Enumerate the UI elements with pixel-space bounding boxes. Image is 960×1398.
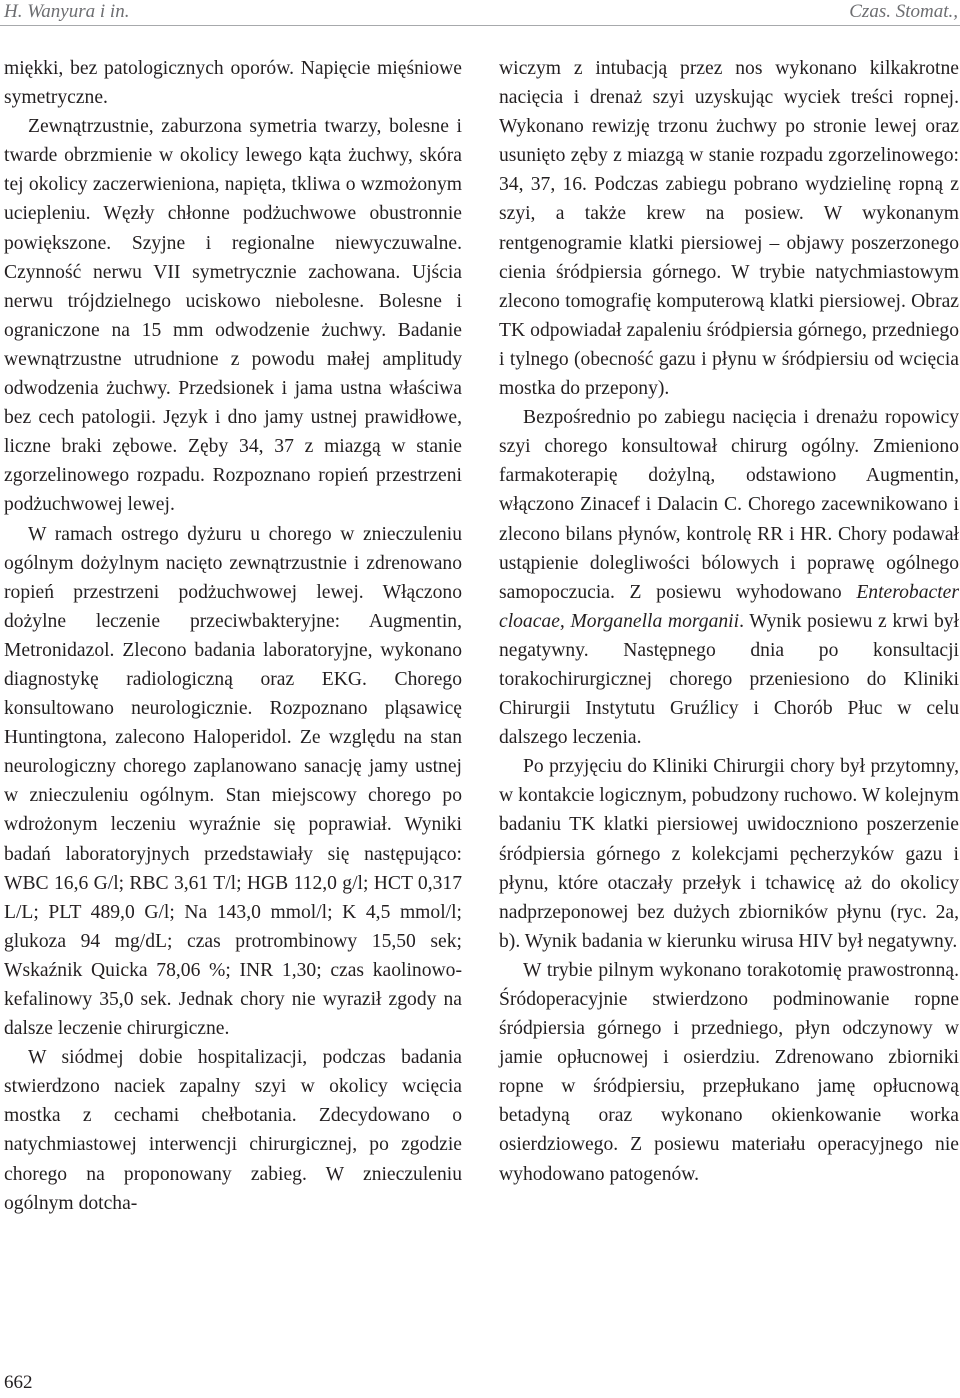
running-head xyxy=(0,0,960,28)
running-head-authors: H. Wanyura i in. xyxy=(4,1,130,22)
paragraph-treatment: W ramach ostrego dyżuru u chorego w znieczuleniu ogólnym dożylnym nacięto zewnątrzustnie i zdrenowano ropień przestrzeni podżuchwowej lewej. Włączono dożylne leczenie przeciwbakteryjne: Augmentin, Metronidazol. Zlecono badania laboratoryjne, wykonano diagnostykę radiologiczną oraz EKG. Chorego konsultowano neurologicznie. Rozpoznano pląsawicę Huntingtona, zalecono Haloperidol. Ze względu na stan neurologiczny chorego zaplanowano sanację jamy ustnej w znieczuleniu ogólnym. Stan miejscowy chorego po wdrożonym leczeniu wyraźnie się poprawiał. Wyniki badań laboratoryjnych przedstawiały się następująco: WBC 16,6 G/l; RBC 3,61 T/l; HGB 112,0 g/l; HCT 0,317 L/L; PLT 489,0 G/l; Na 143,0 mmol/l; K 4,5 mmol/l; glukoza 94 mg/dL; czas protrombinowy 15,50 sek; Wskaźnik Quicka 78,06 %; INR 1,30; czas kaolinowo-kefalinowy 35,0 sek. Jednak chory nie wyraził zgody na dalsze leczenie chirurgiczne. xyxy=(4,523,462,1040)
paragraph-extraoral-exam: Zewnątrzustnie, zaburzona symetria twarzy, bolesne i twarde obrzmienie w okolicy lewego kąta żuchwy, skóra tej okolicy zaczerwieniona, napięta, tkliwa o wzmożonym uciepleniu. Węzły chłonne podżuchwowe obustronnie powiększone. Szyjne i regionalne niewyczuwalne. Czynność nerwu VII symetrycznie zachowana. Ujścia nerwu trójdzielnego uciskowo niebolesne. Bolesne i ograniczone na 15 mm odwodzenie żuchwy. Badanie wewnątrzustne utrudnione z powodu małej amplitudy odwodzenia żuchwy. Przedsionek i jama ustna właściwa bez cech patologii. Język i dno jamy ustnej prawidłowe, liczne braki zębowe. Zęby 34, 37 z miazgą w stanie zgorzelinowego rozpadu. Rozpoznano ropień przestrzeni podżuchwowej lewej. xyxy=(4,116,462,516)
page-number: 662 xyxy=(4,1372,33,1393)
paragraph-thoracotomy: W trybie pilnym wykonano torakotomię prawostronną. Śródoperacyjnie stwierdzono podminowanie ropne śródpiersia górnego i przedniego, płyn odczynowy w jamie opłucnowej i osierdziu. Zdrenowano zbiorniki ropne w śródpiersiu, przepłukano jamę opłucnową betadyną oraz wykonano okienkowanie worka osierdziowego. Z posiewu materiału operacyjnego nie wyhodowano patogenów. xyxy=(499,959,959,1185)
paragraph-admission: Po przyjęciu do Kliniki Chirurgii chory był przytomny, w kontakcie logicznym, pobudzony ruchowo. W kolejnym badaniu TK klatki piersiowej uwidoczniono poszerzenie śródpiersia górnego z kolekcjami pęcherzyków gazu i płynu, które otaczały przełyk i tchawicę aż do okolicy nadprzeponowej bez dużych zbiorników płynu (ryc. 2a, b). Wynik badania w kierunku wirusa HIV był negatywny. xyxy=(499,756,959,952)
header-rule xyxy=(0,25,960,26)
paragraph-seventh-day: W siódmej dobie hospitalizacji, podczas badania stwierdzono naciek zapalny szyi w okolicy wcięcia mostka z cechami chełbotania. Zdecydowano o natychmiastowej interwencji chirurgicznej, po zgodzie chorego na proponowany zabieg. W znieczuleniu ogólnym dotcha- xyxy=(4,1047,462,1214)
running-head-journal: Czas. Stomat., xyxy=(849,1,958,22)
paragraph-continuation: miękki, bez patologicznych oporów. Napięcie mięśniowe symetryczne. xyxy=(4,58,462,109)
paragraph-consultation xyxy=(499,403,959,752)
consultation-text-start: Bezpośrednio po zabiegu nacięcia i drenażu ropowicy szyi chorego konsultował chirurg ogólny. Zmieniono farmakoterapię dożylną, odstawiono Augmentin, włączono Zinacef i Dalacin C. Chorego zacewnikowano i zlecono bilans płynów, kontrolę RR i HR. Chory podawał ustąpienie dolegliwości bólowych i poprawę ogólnego samopoczucia. Z posiewu wyhodowano xyxy=(499,407,959,603)
bacteria-names: Enterobacter cloacae, Morganella morganii xyxy=(499,581,959,632)
consultation-text-end: . Wynik posiewu z krwi był negatywny. Następnego dnia po konsultacji torakochirurgicznej chorego przeniesiono do Kliniki Chirurgii Instytutu Gruźlicy i Chorób Płuc w celu dalszego leczenia. xyxy=(499,610,960,749)
right-column xyxy=(499,54,959,1189)
left-column xyxy=(4,54,462,1218)
paragraph-surgery: wiczym z intubacją przez nos wykonano kilkakrotne nacięcia i drenaż szyi uzyskując wyciek treści ropnej. Wykonano rewizję trzonu żuchwy po stronie lewej oraz usunięto zęby z miazgą w stanie rozpadu zgorzelinowego: 34, 37, 16. Podczas zabiegu pobrano wydzielinę ropną z szyi, a także krew na posiew. W wykonanym rentgenogramie klatki piersiowej – objawy poszerzonego cienia śródpiersia górnego. W trybie natychmiastowym zlecono tomografię komputerową klatki piersiowej. Obraz TK odpowiadał zapaleniu śródpiersia górnego, przedniego i tylnego (obecność gazu i płynu w śródpiersiu od wcięcia mostka do przepony). xyxy=(499,58,959,400)
